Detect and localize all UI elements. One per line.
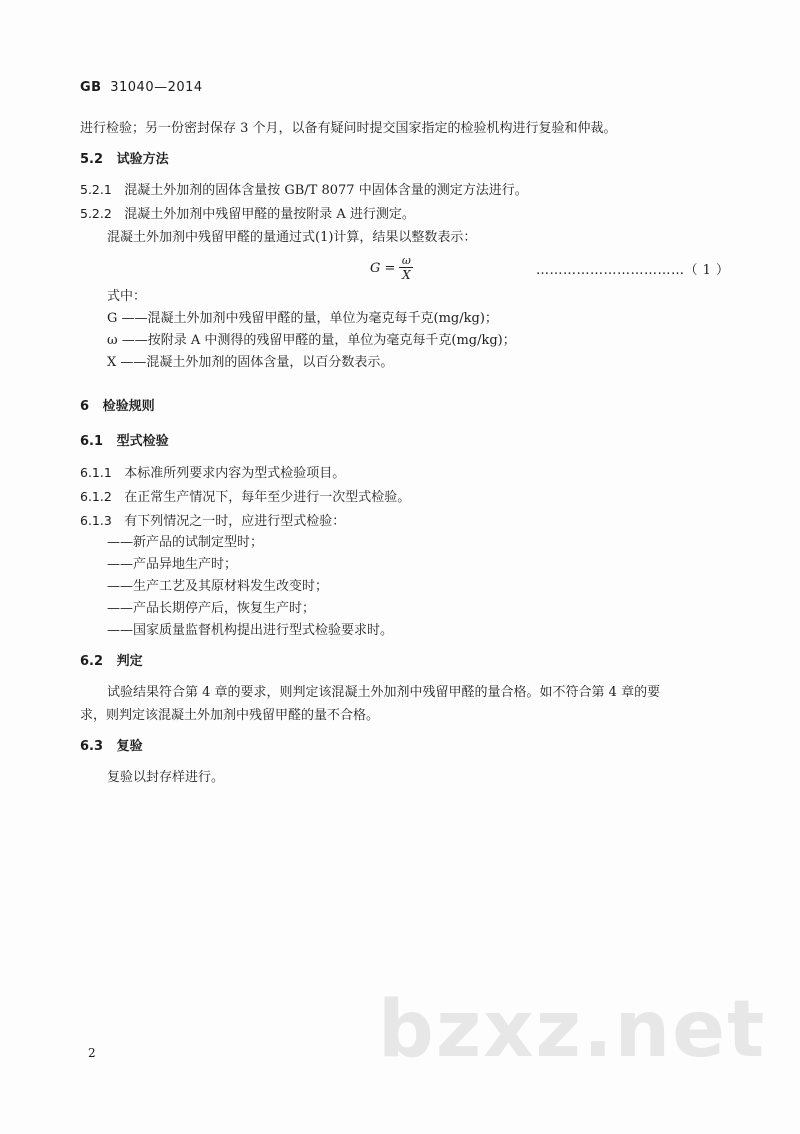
section-title: 判定 xyxy=(116,654,143,669)
clause-number: 6.1.2 xyxy=(80,489,112,504)
section-6-2-heading xyxy=(80,653,143,671)
formula-1 xyxy=(370,254,413,282)
clause-number: 6.1.3 xyxy=(80,513,112,528)
section-number: 5.2 xyxy=(80,152,104,167)
where-label: 式中： xyxy=(107,289,147,304)
formula-lhs: G = xyxy=(370,260,396,276)
clause-6-1-2 xyxy=(80,488,410,507)
standard-prefix: GB xyxy=(80,80,102,95)
clause-number: 5.2.1 xyxy=(80,182,112,197)
section-title: 检验规则 xyxy=(102,399,155,414)
clause-text: 混凝土外加剂的固体含量按 GB/T 8077 中固体含量的测定方法进行。 xyxy=(124,183,528,198)
judgement-paragraph-line-2: 求，则判定该混凝土外加剂中残留甲醛的量不合格。 xyxy=(80,708,380,723)
clause-text: 有下列情况之一时，应进行型式检验： xyxy=(124,514,346,529)
definition-omega: ω ——按附录 A 中测得的残留甲醛的量，单位为毫克每千克(mg/kg)； xyxy=(107,333,516,348)
standard-header xyxy=(80,80,203,95)
section-5-2-heading xyxy=(80,151,169,169)
clause-5-2-2 xyxy=(80,205,415,224)
section-6-3-heading xyxy=(80,738,143,756)
section-number: 6.1 xyxy=(80,434,104,449)
definition-g: G ——混凝土外加剂中残留甲醛的量，单位为毫克每千克(mg/kg)； xyxy=(107,311,498,326)
list-item: ——产品长期停产后，恢复生产时； xyxy=(107,601,316,616)
clause-5-2-1 xyxy=(80,181,528,200)
section-6-heading xyxy=(80,398,155,416)
clause-6-1-3 xyxy=(80,512,345,531)
clause-text: 混凝土外加剂中残留甲醛的量按附录 A 进行测定。 xyxy=(124,207,415,222)
equation-number: ……………………………（ 1 ） xyxy=(536,263,730,278)
section-title: 试验方法 xyxy=(116,152,169,167)
section-number: 6.3 xyxy=(80,739,104,754)
section-title: 复验 xyxy=(116,739,143,754)
calc-description: 混凝土外加剂中残留甲醛的量通过式(1)计算，结果以整数表示： xyxy=(107,230,477,245)
list-item: ——产品异地生产时； xyxy=(107,557,238,572)
judgement-paragraph-line-1: 试验结果符合第 4 章的要求，则判定该混凝土外加剂中残留甲醛的量合格。如不符合第 4 章的要 xyxy=(107,685,661,700)
list-item: ——生产工艺及其原材料发生改变时； xyxy=(107,579,329,594)
intro-text: 进行检验；另一份密封保存 3 个月，以备有疑问时提交国家指定的检验机构进行复验和仲裁。 xyxy=(80,121,617,136)
formula-fraction xyxy=(399,254,413,282)
section-number: 6 xyxy=(80,399,90,414)
standard-code: 31040—2014 xyxy=(110,80,203,95)
page-number: 2 xyxy=(88,1046,96,1060)
retest-text: 复验以封存样进行。 xyxy=(107,770,225,785)
section-6-1-heading xyxy=(80,433,169,451)
definition-x: X ——混凝土外加剂的固体含量，以百分数表示。 xyxy=(107,355,394,370)
clause-number: 5.2.2 xyxy=(80,206,112,221)
section-title: 型式检验 xyxy=(116,434,169,449)
clause-number: 6.1.1 xyxy=(80,465,112,480)
watermark: bzxz.net xyxy=(378,985,767,1075)
clause-text: 本标准所列要求内容为型式检验项目。 xyxy=(124,466,346,481)
formula-denominator: X xyxy=(402,268,411,282)
clause-6-1-1 xyxy=(80,464,345,483)
formula-numerator: ω xyxy=(401,254,411,267)
list-item: ——国家质量监督机构提出进行型式检验要求时。 xyxy=(107,623,394,638)
clause-text: 在正常生产情况下，每年至少进行一次型式检验。 xyxy=(124,490,411,505)
list-item: ——新产品的试制定型时； xyxy=(107,535,264,550)
section-number: 6.2 xyxy=(80,654,104,669)
